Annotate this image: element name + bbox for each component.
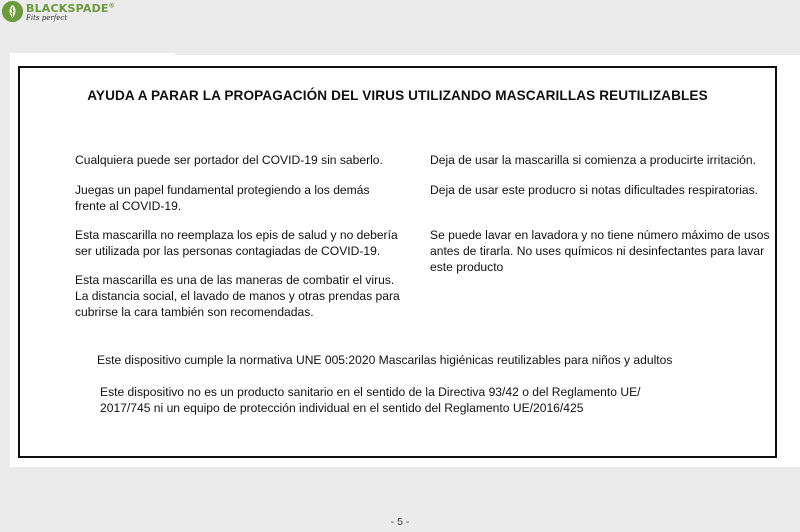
panel-title: AYUDA A PARAR LA PROPAGACIÓN DEL VIRUS UTILIZANDO MASCARILLAS REUTILIZABLES bbox=[87, 88, 708, 103]
blackspade-logo[interactable] bbox=[2, 1, 115, 22]
regulation-statement: Este dispositivo no es un producto sanitario en el sentido de la Directiva 93/42 o del Reglamento UE/ 2017/745 ni un equipo de protección individual en el sentido del Reglamento UE/2016/425 bbox=[100, 385, 641, 415]
right-paragraph-2: Deja de usar este producro si notas dificultades respiratorias. bbox=[430, 183, 759, 197]
left-paragraph-3: Esta mascarilla no reemplaza los epis de salud y no debería ser utilizada por las personas contagiadas de COVID-19. bbox=[75, 228, 398, 258]
header-strip bbox=[0, 0, 800, 56]
page-number: - 5 - bbox=[390, 516, 410, 528]
left-paragraph-2: Juegas un papel fundamental protegiendo a los demás frente al COVID-19. bbox=[75, 183, 370, 213]
registered-mark: ® bbox=[108, 2, 115, 10]
leaf-logo-icon bbox=[2, 1, 23, 22]
right-paragraph-3: Se puede lavar en lavadora y no tiene número máximo de usos antes de tirarla. No uses químicos ni desinfectantes para lavar este producto bbox=[430, 228, 770, 274]
brand-name bbox=[26, 3, 115, 14]
brand-tagline: Fits perfect bbox=[26, 14, 68, 22]
right-paragraph-1: Deja de usar la mascarilla si comienza a producirte irritación. bbox=[430, 153, 756, 167]
norm-statement: Este dispositivo cumple la normativa UNE 005:2020 Mascarilas higiénicas reutilizables para niños y adultos bbox=[97, 353, 673, 367]
left-paragraph-1: Cualquiera puede ser portador del COVID-19 sin saberlo. bbox=[75, 153, 383, 167]
brand-name-first: BLACK bbox=[26, 2, 68, 15]
info-panel bbox=[18, 66, 777, 458]
left-paragraph-4: Esta mascarilla es una de las maneras de combatir el virus. La distancia social, el lavado de manos y otras prendas para cubrirse la cara también son recomendadas. bbox=[75, 273, 400, 319]
brand-name-second: SPADE bbox=[67, 2, 109, 15]
